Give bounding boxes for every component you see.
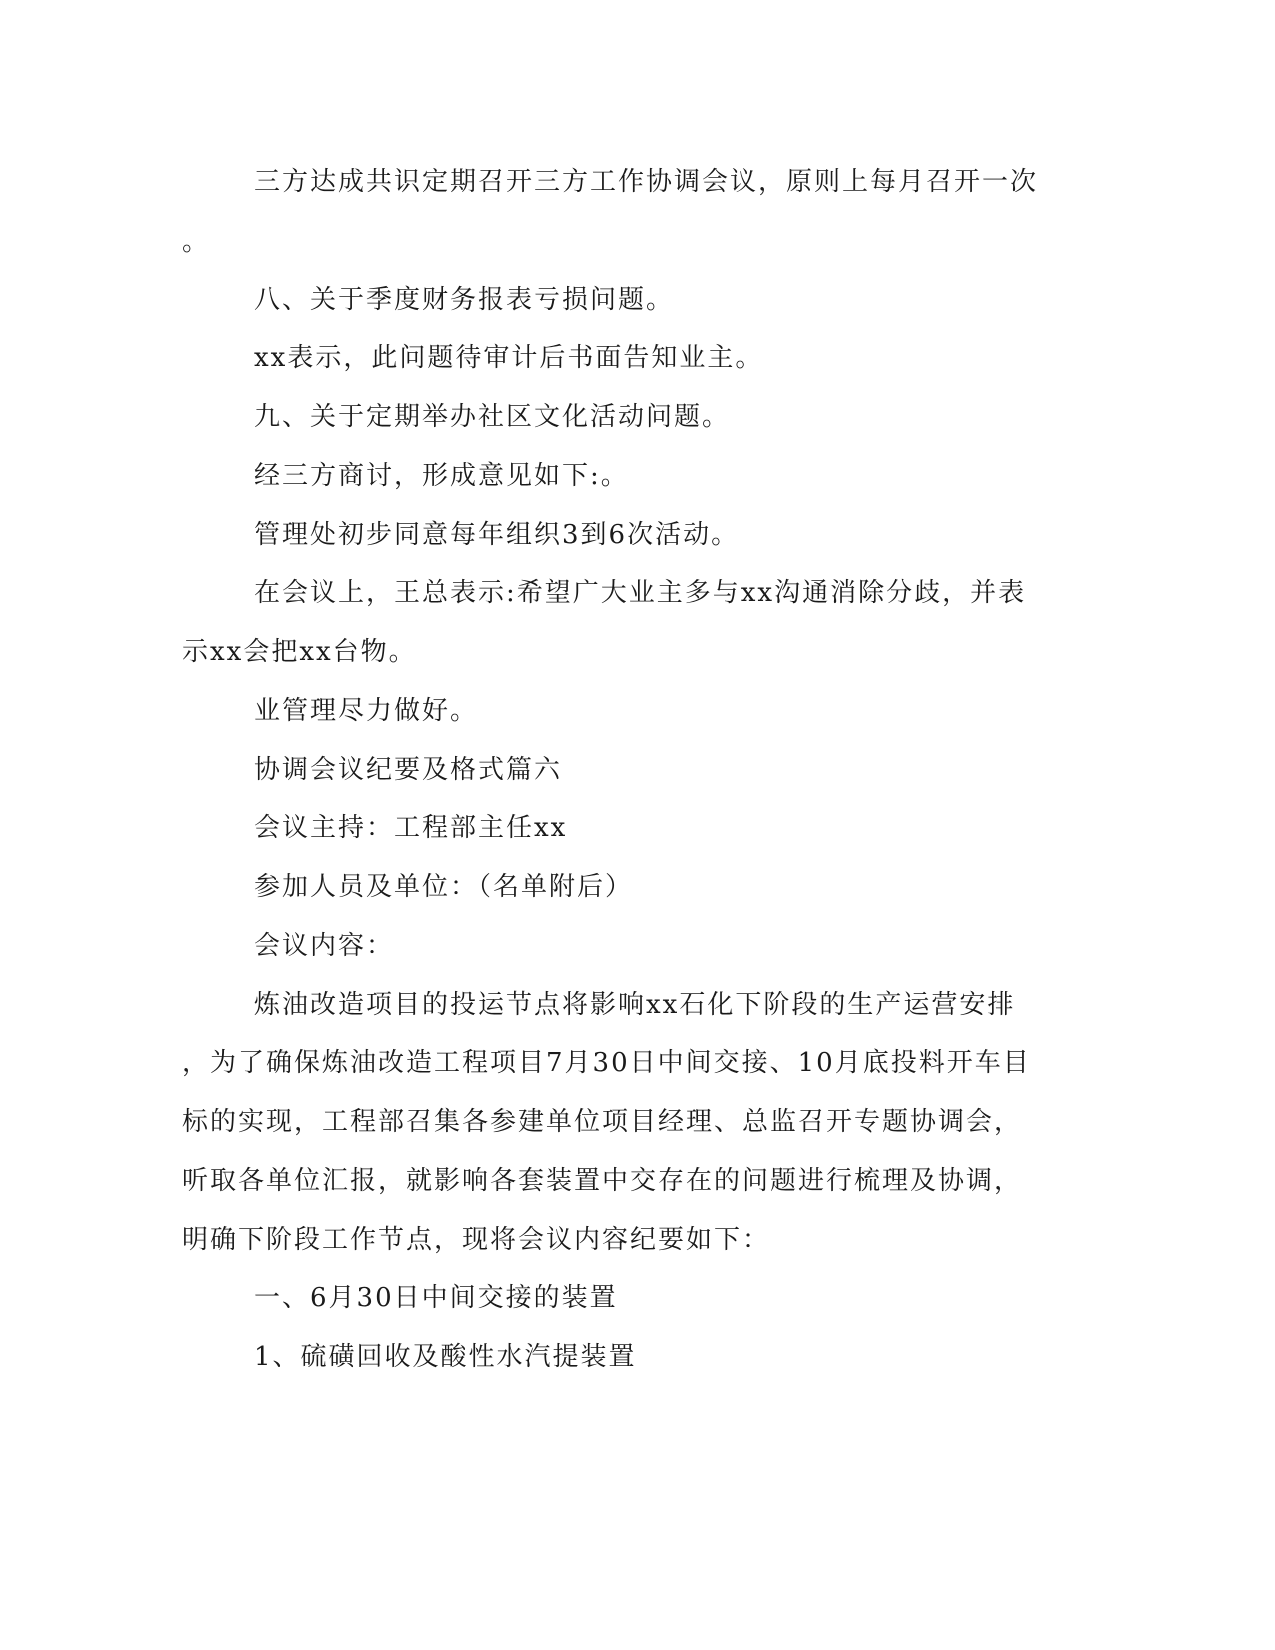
paragraph-line: 会议主持：工程部主任xx: [254, 813, 568, 843]
paragraph-line: 八、关于季度财务报表亏损问题。: [254, 285, 675, 315]
paragraph-line: 在会议上，王总表示:希望广大业主多与xx沟通消除分歧，并表: [254, 578, 1027, 608]
paragraph-line: 三方达成共识定期召开三方工作协调会议，原则上每月召开一次: [254, 167, 1039, 197]
paragraph-line: 参加人员及单位：（名单附后）: [254, 872, 634, 902]
paragraph-line: 。: [182, 227, 211, 257]
paragraph-line: 一、6月30日中间交接的装置: [254, 1283, 618, 1313]
paragraph-line: 明确下阶段工作节点，现将会议内容纪要如下：: [182, 1225, 771, 1255]
paragraph-line: 九、关于定期举办社区文化活动问题。: [254, 402, 731, 432]
paragraph-line: 炼油改造项目的投运节点将影响xx石化下阶段的生产运营安排: [254, 990, 1016, 1020]
paragraph-line: 经三方商讨，形成意见如下:。: [254, 461, 629, 491]
paragraph-line: 会议内容：: [254, 931, 395, 961]
section-heading: 协调会议纪要及格式篇六: [254, 755, 563, 785]
paragraph-line: xx表示，此问题待审计后书面告知业主。: [254, 343, 764, 373]
paragraph-line: 管理处初步同意每年组织3到6次活动。: [254, 520, 740, 550]
paragraph-line: 1、硫磺回收及酸性水汽提装置: [254, 1342, 637, 1372]
paragraph-line: 听取各单位汇报，就影响各套装置中交存在的问题进行梳理及协调，: [182, 1166, 1023, 1196]
paragraph-line: ，为了确保炼油改造工程项目7月30日中间交接、10月底投料开车目: [182, 1048, 1031, 1078]
paragraph-line: 标的实现，工程部召集各参建单位项目经理、总监召开专题协调会，: [182, 1107, 1023, 1137]
paragraph-line: 业管理尽力做好。: [254, 696, 479, 726]
paragraph-line: 示xx会把xx台物。: [182, 637, 417, 667]
